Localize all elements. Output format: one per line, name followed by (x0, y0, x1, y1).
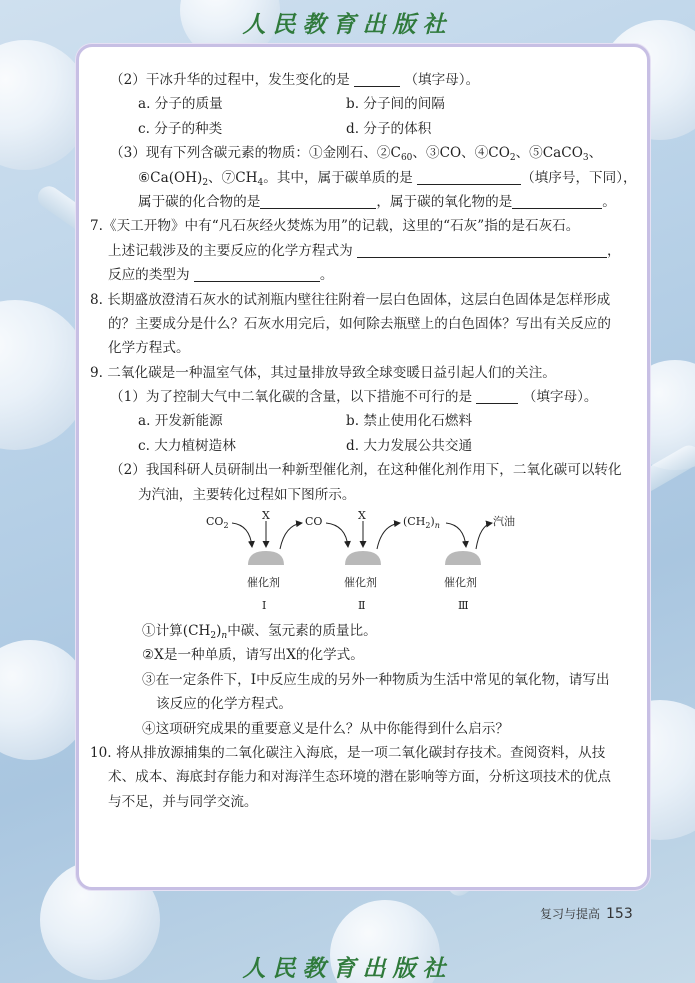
q6-3-line1: （3）现有下列含碳元素的物质：①金刚石、$②C_{60}$、③CO、$④CO_2$、⑤CaCO$_3$、 (110, 145, 603, 164)
answer-blank[interactable] (260, 193, 376, 209)
answer-blank[interactable] (417, 169, 521, 185)
co2-label: $CO_2$ (206, 515, 229, 531)
q9-2-sub4: ④这项研究成果的重要意义是什么？从中你能得到什么启示？ (142, 720, 510, 737)
option-c: c. 大力植树造林 (138, 437, 236, 454)
option-a: a. 分子的质量 (138, 96, 223, 113)
q7-line1: 7.《天工开物》中有“凡石灰经火焚炼为用”的记载，这里的“石灰”指的是石灰石。 (90, 218, 580, 235)
answer-blank[interactable] (476, 388, 518, 404)
q8-line2: 的？主要成分是什么？石灰水用完后，如何除去瓶壁上的白色固体？写出有关反应的 (108, 315, 611, 332)
q9-2-sub1: ①计算$(CH_2)_n$中碳、氢元素的质量比。 (142, 623, 377, 642)
answer-blank[interactable] (512, 193, 602, 209)
q8-line1: 8. 长期盛放澄清石灰水的试剂瓶内壁往往附着一层白色固体，这层白色固体是怎样形成 (90, 291, 611, 308)
page-number: 153 (606, 906, 633, 922)
q6-3-line3: 属于碳的化合物的是 ，属于碳的氧化物的是 。 (138, 193, 616, 210)
q9-2-sub3-line2: 该反应的化学方程式。 (156, 696, 292, 713)
footer-section: 复习与提高 (540, 907, 601, 921)
q6-2-options-row2 (90, 117, 640, 141)
x-label-1: X (262, 509, 270, 523)
q6-2-stem: （2）干冰升华的过程中，发生变化的是 （填字母）。 (110, 72, 480, 88)
stage-label-1: Ⅰ (262, 599, 267, 613)
q10-line2: 术、成本、海底封存能力和对海洋生态环境的潜在影响等方面，分析这项技术的优点 (108, 769, 611, 786)
q10-line3: 与不足，并与同学交流。 (108, 793, 258, 810)
catalyst-dome-1 (248, 551, 284, 565)
q9-1-stem: （1）为了控制大气中二氧化碳的含量，以下措施不可行的是 （填字母）。 (110, 389, 598, 406)
stage-label-2: Ⅱ (358, 599, 366, 613)
catalyst-dome-3 (445, 551, 481, 565)
answer-blank[interactable] (194, 266, 320, 282)
q7-line2: 上述记载涉及的主要反应的化学方程式为 ， (108, 242, 621, 259)
q6-3-line2: $⑥Ca(OH)_2$、$⑦CH_4$。其中，属于碳单质的是 （填序号，下同）， (138, 169, 637, 188)
q9-1-options-row2 (90, 434, 640, 458)
q9-2-sub3-line1: ③在一定条件下，Ⅰ中反应生成的另外一种物质为生活中常见的氧化物，请写出 (142, 671, 610, 688)
q9-2-sub2: ②X是一种单质，请写出X的化学式。 (142, 647, 364, 664)
answer-blank[interactable] (354, 71, 400, 87)
publisher-logo-top: 人民教育出版社 (242, 11, 453, 38)
option-b: b. 禁止使用化石燃料 (346, 413, 473, 430)
q6-2-options-row1 (90, 92, 640, 116)
page-footer (540, 905, 633, 922)
ch2n-label: $(CH_2)_n$ (403, 515, 440, 531)
q9-2-line1: （2）我国科研人员研制出一种新型催化剂，在这种催化剂作用下，二氧化碳可以转化 (110, 462, 622, 479)
catalyst-label-1: 催化剂 (247, 576, 280, 590)
catalyst-label-2: 催化剂 (344, 576, 377, 590)
q9-1-options-row1 (90, 409, 640, 433)
q9-line1: 9. 二氧化碳是一种温室气体，其过量排放导致全球变暖日益引起人们的关注。 (90, 364, 556, 381)
exercise-content (90, 68, 640, 814)
q7-line3: 反应的类型为 。 (108, 267, 334, 284)
q8-line3: 化学方程式。 (108, 340, 190, 357)
option-a: a. 开发新能源 (138, 413, 223, 430)
catalyst-label-3: 催化剂 (444, 576, 477, 590)
conversion-diagram (90, 507, 640, 619)
gasoline-label: 汽油 (493, 515, 515, 529)
answer-blank[interactable] (357, 242, 607, 258)
publisher-logo-bottom: 人民教育出版社 (242, 955, 453, 982)
q10-line1: 10. 将从排放源捕集的二氧化碳注入海底，是一项二氧化碳封存技术。查阅资料，从技 (90, 744, 606, 761)
q9-2-line2: 为汽油，主要转化过程如下图所示。 (138, 486, 356, 503)
co-label: CO (305, 515, 323, 529)
option-d: d. 分子的体积 (346, 120, 432, 137)
option-b: b. 分子间的间隔 (346, 96, 445, 113)
option-c: c. 分子的种类 (138, 120, 223, 137)
x-label-2: X (358, 509, 366, 523)
stage-label-3: Ⅲ (458, 599, 469, 613)
catalyst-dome-2 (345, 551, 381, 565)
option-d: d. 大力发展公共交通 (346, 437, 473, 454)
